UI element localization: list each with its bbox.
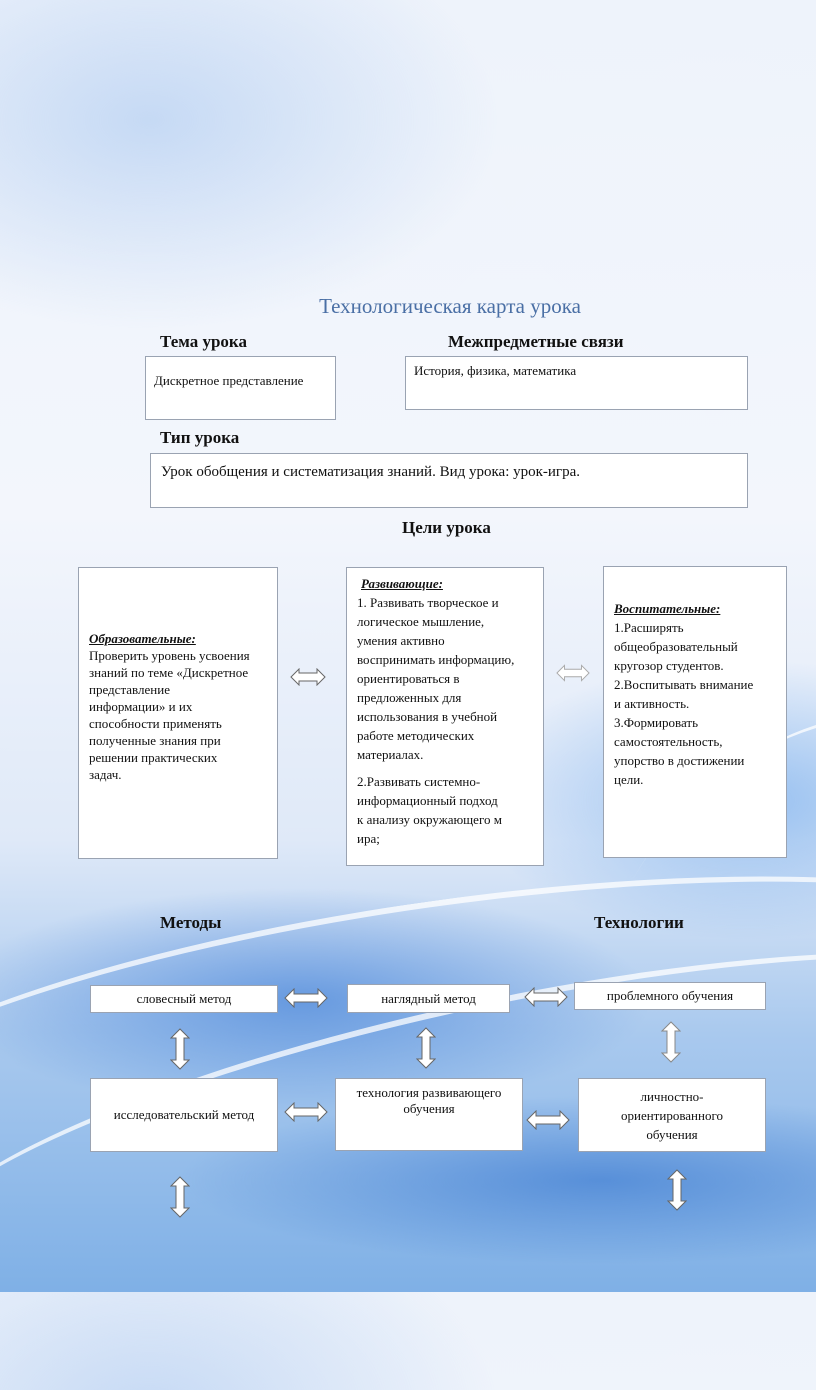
educational-line: представление [89,682,170,697]
developing-line: к анализу окружающего м [357,812,502,827]
research-method-box [90,1078,278,1152]
developing-line: умения активно [357,633,445,648]
vertical-double-arrow-icon [170,1175,190,1219]
educational-line: информации» и их [89,699,193,714]
verbal-method-box [90,985,278,1013]
technologies-label: Технологии [594,913,684,932]
upbringing-title: Воспитательные: [614,601,721,616]
verbal-method: словесный метод [136,991,232,1006]
type-value: Урок обобщения и систематизация знаний. Вид урока: урок-игра. [161,464,580,480]
goals-label: Цели урока [402,518,491,537]
upbringing-line: цели. [614,772,644,787]
upbringing-line: общеобразовательный [614,639,738,654]
double-arrow-icon [284,1102,328,1122]
methods-label: Методы [160,913,222,932]
educational-line: способности применять [89,716,222,731]
developing-line: ира; [357,831,380,846]
developmental-learning: технология развивающего обучения [356,1085,502,1116]
educational-line: знаний по теме «Дискретное [89,665,249,680]
educational-goals-box [78,567,278,859]
personal-learning-box [578,1078,766,1152]
upbringing-line: самостоятельность, [614,734,723,749]
upbringing-line: кругозор студентов. [614,658,724,673]
double-arrow-icon [556,664,590,682]
upbringing-goals-box [603,566,787,858]
developing-line: ориентироваться в [357,671,460,686]
developing-line: 1. Развивать творческое и [357,595,499,610]
visual-method-box [347,984,510,1013]
topic-box [145,356,336,420]
upbringing-line: и активность. [614,696,690,711]
educational-title: Образовательные: [89,631,196,646]
vertical-double-arrow-icon [661,1020,681,1064]
developing-line: информационный подход [357,793,498,808]
problem-learning-box [574,982,766,1010]
links-value: История, физика, математика [414,363,577,378]
educational-line: Проверить уровень усвоения [89,648,250,663]
developing-title: Развивающие: [361,576,443,591]
type-box [150,453,748,508]
problem-learning: проблемного обучения [606,988,734,1003]
developing-line: предложенных для [357,690,462,705]
topic-label: Тема урока [160,332,247,351]
developing-line: использования в учебной [357,709,498,724]
topic-value: Дискретное представление [154,373,304,388]
developmental-learning-box [335,1078,523,1151]
developing-line: 2.Развивать системно- [357,774,481,789]
educational-line: полученные знания при [89,733,221,748]
double-arrow-icon [526,1110,570,1130]
educational-line: решении практических [89,750,218,765]
developing-goals-box [346,567,544,866]
educational-line: задач. [89,767,122,782]
personal-learning: личностно-ориентированного обучения [621,1088,723,1142]
visual-method: наглядный метод [381,990,476,1006]
links-label: Межпредметные связи [448,332,624,351]
double-arrow-icon [524,987,568,1007]
upbringing-line: 1.Расширять [614,620,684,635]
developing-line: материалах. [357,747,424,762]
vertical-double-arrow-icon [416,1026,436,1070]
upbringing-line: 3.Формировать [614,715,699,730]
vertical-double-arrow-icon [667,1168,687,1212]
type-label: Тип урока [160,428,240,447]
double-arrow-icon [284,988,328,1008]
page-title: Технологическая карта урока [319,294,581,318]
developing-line: работе методических [357,728,475,743]
research-method: исследовательский метод [113,1107,255,1122]
developing-line: логическое мышление, [357,614,485,629]
developing-line: воспринимать информацию, [357,652,515,667]
vertical-double-arrow-icon [170,1028,190,1070]
upbringing-line: упорство в достижении [614,753,745,768]
double-arrow-icon [290,668,326,686]
links-box [405,356,748,410]
upbringing-line: 2.Воспитывать внимание [614,677,754,692]
